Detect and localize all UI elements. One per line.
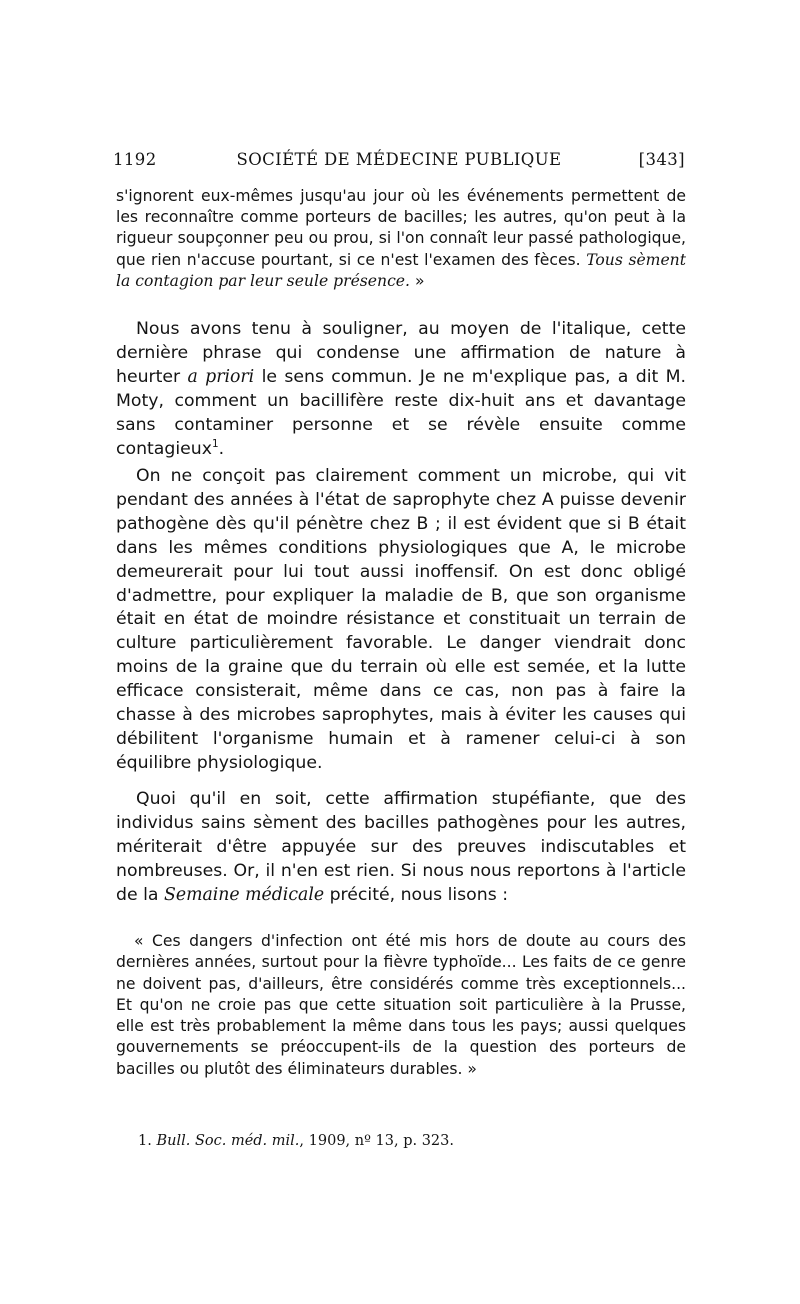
- running-header: [113, 150, 685, 174]
- quote-continuation: [116, 186, 686, 292]
- paragraph-1-text-a: Nous avons tenu à souligner, au moyen de l'italique, cette dernière phrase qui condense une affirmation de nature à heurter: [116, 319, 686, 387]
- paragraph-3: [116, 788, 686, 908]
- running-title: SOCIÉTÉ DE MÉDECINE PUBLIQUE: [236, 150, 562, 169]
- section-reference: [343]: [638, 150, 685, 169]
- footnote: [138, 1133, 454, 1149]
- block-quote: « Ces dangers d'infection ont été mis hors de doute au cours des dernières années, surtout pour la fièvre typhoïde... Les faits de ce genre ne doivent pas, d'ailleurs, être considérés comme très exceptionnels... Et qu'on ne croie pas que cette situation soit particulière à la Prusse, elle est très probablement la même dans tous les pays; aussi quelques gouvernements se préoccupent-ils de la question des porteurs de bacilles ou plutôt des éliminateurs durables. »: [116, 932, 686, 1078]
- paragraph-3-text-a: Quoi qu'il en soit, cette affirmation stupéfiante, que des individus sains sèment des bacilles pathogènes pour les autres, mériterait d'être appuyée sur des preuves indiscutables et nombreuses. Or, il n'en est rien. Si nous nous reportons à l'article de la: [116, 789, 686, 905]
- quote-close-mark: »: [414, 271, 425, 290]
- footnote-marker: 1: [211, 437, 219, 450]
- quote-italic-sentence: Tous sèment la contagion par leur seule présence.: [116, 250, 686, 290]
- paragraph-1: [116, 318, 686, 461]
- quote-text: s'ignorent eux-mêmes jusqu'au jour où les événements permettent de les reconnaître comme porteurs de bacilles; les autres, qu'on peut à la rigueur soupçonner peu ou prou, si l'on connaît leur passé pathologique, que rien n'accuse pourtant, si ce n'est l'examen des fèces.: [116, 187, 686, 269]
- paragraph-1-end: .: [218, 438, 225, 459]
- footnote-journal: Bull. Soc. méd. mil.: [156, 1133, 300, 1149]
- footnote-citation: , 1909, nº 13, p. 323.: [299, 1133, 454, 1149]
- paragraph-3-text-b: précité, nous lisons :: [329, 884, 509, 905]
- paragraph-2: On ne conçoit pas clairement comment un microbe, qui vit pendant des années à l'état de saprophyte chez A puisse devenir pathogène dès qu'il pénètre chez B ; il est évident que si B était dans les mêmes conditions physiologiques que A, le microbe demeurerait pour lui tout aussi inoffensif. On est donc obligé d'admettre, pour expliquer la maladie de B, que son organisme était en état de moindre résistance et constituait un terrain de culture particulièrement favorable. Le danger viendrait donc moins de la graine que du terrain où elle est semée, et la lutte efficace consisterait, même dans ce cas, non pas à faire la chasse à des microbes saprophytes, mais à éviter les causes qui débilitent l'organisme humain et à ramener celui-ci à son équilibre physiologique.: [116, 466, 686, 773]
- footnote-number: 1.: [138, 1133, 152, 1149]
- paragraph-1-italic: a priori: [187, 366, 255, 387]
- page-number: 1192: [113, 150, 157, 169]
- paragraph-1-text-b: le sens commun. Je ne m'explique pas, a dit M. Moty, comment un bacillifère reste dix-huit ans et davantage sans contaminer personne et se révèle ensuite comme contagieux: [116, 366, 687, 459]
- paragraph-3-italic: Semaine médicale: [164, 884, 325, 905]
